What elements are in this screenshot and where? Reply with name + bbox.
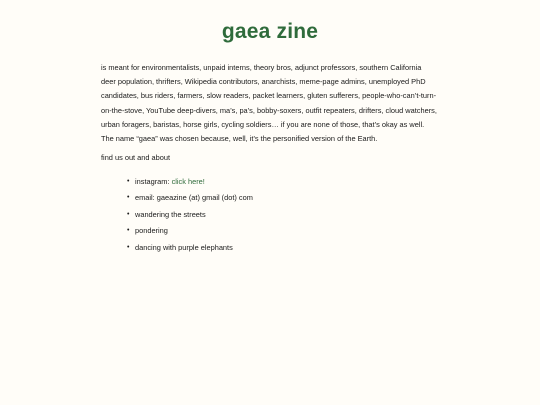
instagram-link[interactable]: click here!: [171, 177, 205, 186]
list-item-text: pondering: [135, 226, 168, 236]
intro-paragraph: [101, 61, 446, 146]
intro-line: on-the-stove, YouTube deep-divers, ma’s, pa’s, bobby-soxers, outfit repeaters, drifters, cloud watchers,: [101, 105, 437, 115]
list-item-instagram: [127, 175, 253, 191]
page-title: gaea zine: [221, 20, 319, 43]
bullet-icon: •: [127, 243, 130, 251]
list-item: [127, 208, 253, 224]
email-text: email: gaeazine (at) gmail (dot) com: [135, 193, 253, 203]
contact-list: [127, 175, 253, 257]
list-item-text: wandering the streets: [135, 209, 206, 219]
list-item: [127, 241, 253, 257]
list-item: [127, 224, 253, 240]
find-us-heading: find us out and about: [101, 153, 171, 162]
list-item-text: dancing with purple elephants: [135, 242, 233, 252]
intro-line: The name “gaea” was chosen because, well, it’s the personified version of the Earth.: [101, 134, 378, 144]
bullet-icon: •: [127, 210, 130, 218]
intro-line: candidates, bus riders, farmers, slow readers, packet learners, gluten sufferers, people-who-can’t-turn-: [101, 91, 437, 101]
bullet-icon: •: [127, 178, 130, 185]
bullet-icon: •: [127, 194, 130, 202]
intro-line: urban foragers, baristas, horse girls, cycling soldiers… if you are none of those, that’s okay as well.: [101, 119, 425, 129]
intro-line: deer population, thrifters, Wikipedia contributors, anarchists, meme-page admins, unemployed PhD: [101, 77, 426, 87]
instagram-label: instagram:: [135, 177, 172, 186]
bullet-icon: •: [127, 227, 130, 235]
list-item-email: [127, 191, 253, 207]
intro-line: is meant for environmentalists, unpaid interns, theory bros, adjunct professors, southern California: [101, 63, 422, 72]
